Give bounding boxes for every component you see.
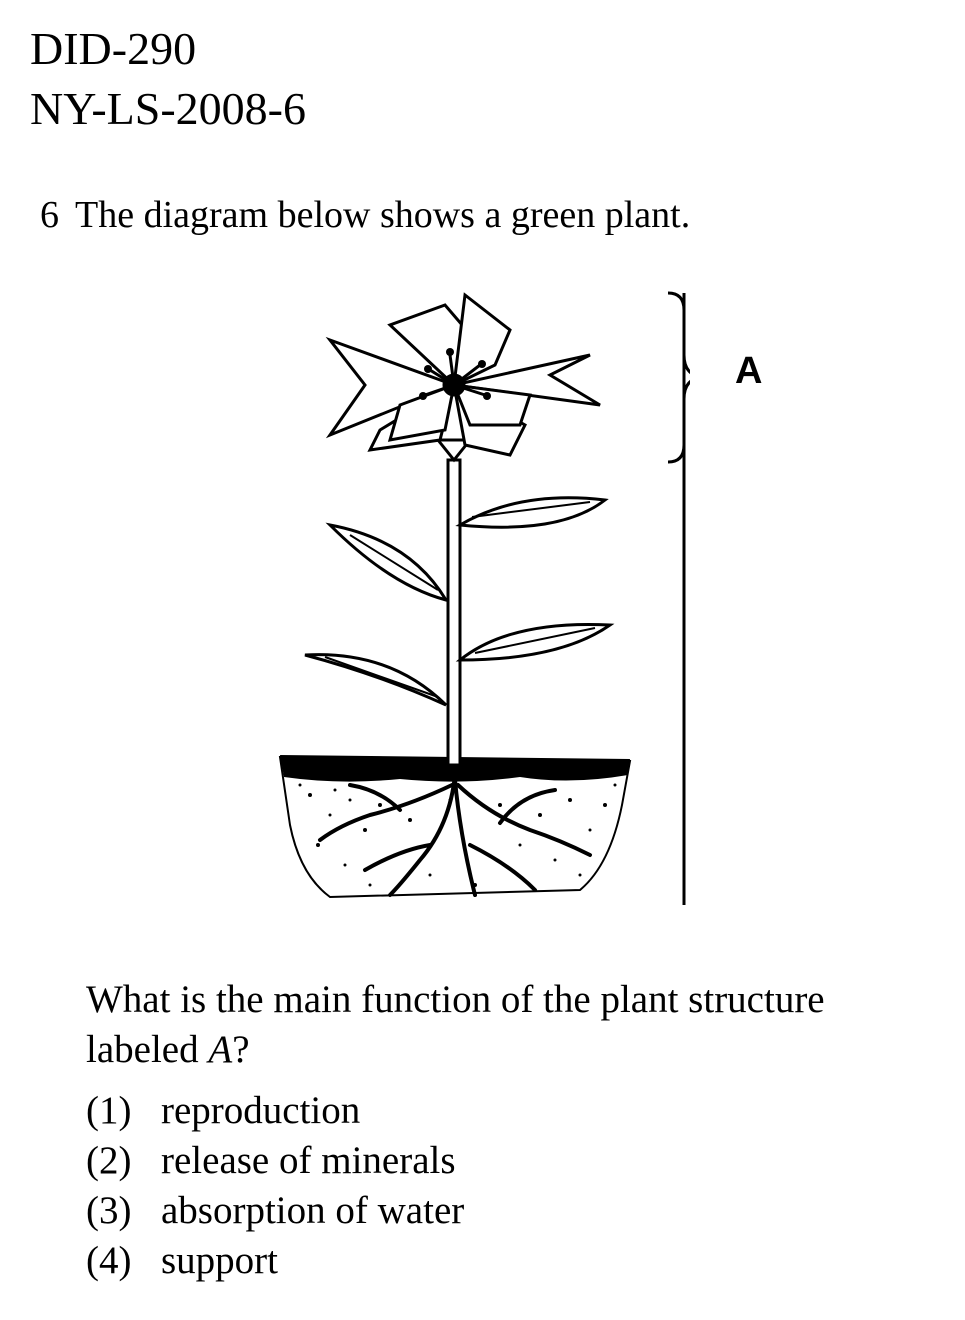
plant-stem: [448, 460, 460, 765]
prompt-end: ?: [232, 1028, 250, 1071]
answer-choices: [86, 1086, 464, 1286]
question-stem-text: The diagram below shows a green plant.: [75, 194, 691, 236]
soil: [280, 755, 630, 897]
answer-choice-2[interactable]: [86, 1136, 464, 1186]
choice-number: (1): [86, 1089, 132, 1132]
answer-choice-4[interactable]: [86, 1236, 464, 1286]
choice-number: (2): [86, 1139, 132, 1182]
answer-choice-3[interactable]: [86, 1186, 464, 1236]
question-number: 6: [40, 194, 59, 236]
choice-number: (4): [86, 1239, 132, 1282]
question-prompt: [86, 975, 946, 1075]
choice-text: absorption of water: [161, 1189, 465, 1232]
prompt-variable: A: [208, 1028, 233, 1071]
choice-text: release of minerals: [161, 1139, 456, 1182]
choice-text: support: [161, 1239, 278, 1282]
flower: [330, 295, 600, 460]
document-id: DID-290: [30, 23, 197, 74]
plant-diagram: [270, 285, 690, 910]
brace-a: [668, 293, 690, 462]
choice-number: (3): [86, 1189, 132, 1232]
prompt-text: What is the main function of the plant structure labeled: [86, 978, 825, 1071]
label-a: A: [735, 350, 763, 392]
answer-choice-1[interactable]: [86, 1086, 464, 1136]
choice-text: reproduction: [161, 1089, 361, 1132]
source-id: NY-LS-2008-6: [30, 83, 306, 134]
question-stem: [40, 193, 690, 237]
